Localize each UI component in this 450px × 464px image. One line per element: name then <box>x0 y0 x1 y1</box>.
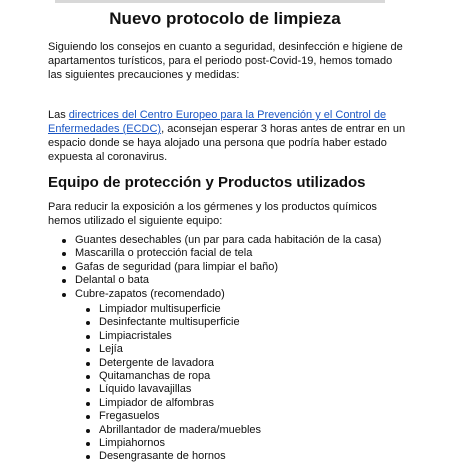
list-item: Quitamanchas de ropa <box>86 370 261 383</box>
list-item: Desengrasante de hornos <box>86 450 261 463</box>
page-title: Nuevo protocolo de limpieza <box>109 9 341 28</box>
list-item: Mascarilla o protección facial de tela <box>62 247 381 260</box>
list-item: Desinfectante multisuperficie <box>86 316 261 329</box>
list-item: Delantal o bata <box>62 274 381 287</box>
ecdc-paragraph <box>48 108 408 164</box>
list-item: Limpiahornos <box>86 437 261 450</box>
list-item: Líquido lavavajillas <box>86 383 261 396</box>
ecdc-guidelines-link[interactable]: directrices del Centro Europeo para la Prevención y el Control de Enfermedades (ECDC) <box>48 109 387 135</box>
products-list <box>86 303 261 464</box>
list-item: Cubre-zapatos (recomendado) <box>62 288 381 301</box>
ecdc-prefix: Las <box>48 109 69 121</box>
list-item: Limpiador de alfombras <box>86 397 261 410</box>
section-intro: Para reducir la exposición a los gérmenes y los productos químicos hemos utilizado el siguiente equipo: <box>48 201 377 227</box>
top-divider <box>55 0 385 3</box>
section-heading: Equipo de protección y Productos utilizados <box>48 174 366 191</box>
list-item: Lejía <box>86 343 261 356</box>
list-item: Abrillantador de madera/muebles <box>86 424 261 437</box>
list-item: Guantes desechables (un par para cada habitación de la casa) <box>62 234 381 247</box>
equipment-list <box>62 234 381 301</box>
list-item: Detergente de lavadora <box>86 357 261 370</box>
list-item: Fregasuelos <box>86 410 261 423</box>
list-item: Limpiacristales <box>86 330 261 343</box>
list-item: Gafas de seguridad (para limpiar el baño) <box>62 261 381 274</box>
ecdc-suffix: , aconsejan esperar 3 horas antes de entrar en un espacio donde se haya alojado una persona que podría haber estado expuesta al coronavirus. <box>48 123 406 163</box>
list-item: Limpiador multisuperficie <box>86 303 261 316</box>
intro-paragraph: Siguiendo los consejos en cuanto a seguridad, desinfección e higiene de apartamentos turísticos, para el periodo post-Covid-19, hemos tomado las siguientes precauciones y medidas: <box>48 41 403 81</box>
